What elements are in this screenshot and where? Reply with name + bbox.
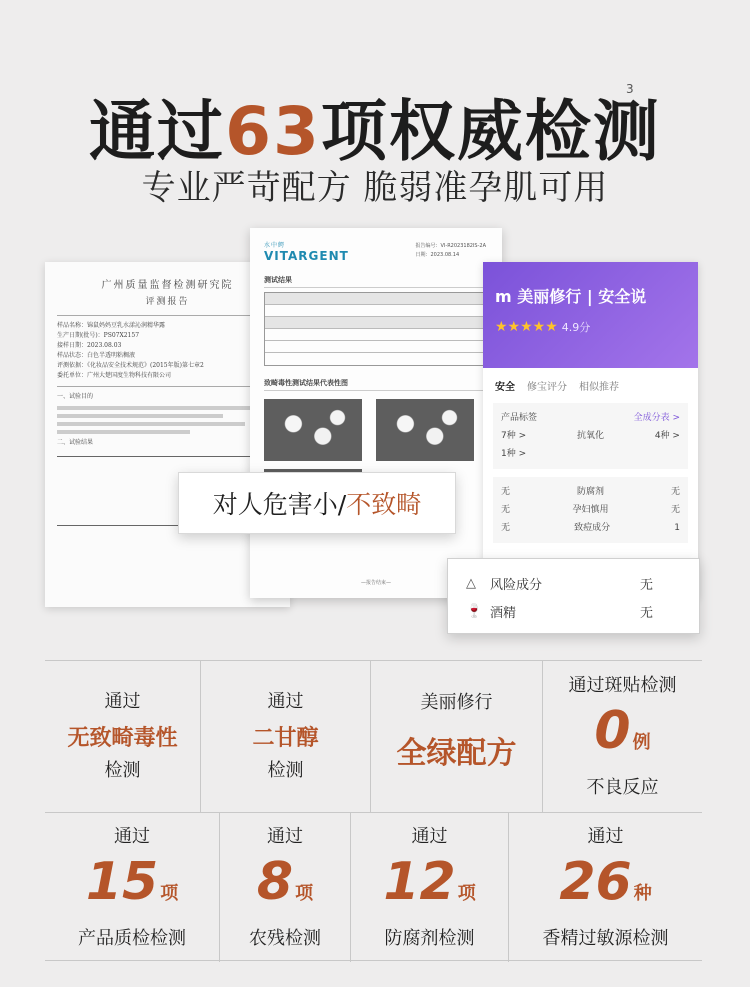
app-tabs: [483, 368, 698, 403]
headline: [0, 78, 750, 173]
star-icon: ★★★★★: [495, 319, 558, 335]
callout-text: 对人危害小/: [212, 490, 347, 519]
app-brand: m 美丽修行 | 安全说: [495, 287, 647, 306]
app-header: [483, 262, 698, 368]
rating-score: 4.9分: [561, 321, 591, 334]
report-line: 二、试验结果: [57, 439, 94, 446]
photo-set: [264, 399, 488, 461]
report-line: 样品名称：锦鼠妈妈豆乳水漾沁润精华露: [57, 322, 166, 329]
report-line: 生产日期(批号)：PS07X2157: [57, 332, 140, 339]
report-line: 样品状态：白色半透明粘稠液: [57, 352, 136, 359]
headline-footnote: 3: [626, 82, 634, 96]
section-title: 致畸毒性测试结果代表性图: [264, 378, 488, 391]
report-meta: 报告编号：VI-R2023182IS-2A 日期：2023.08.14: [415, 243, 486, 258]
divider: [57, 315, 278, 316]
warning-icon: △: [466, 575, 476, 591]
result-cell-green-formula: 美丽修行 全绿配方: [371, 661, 543, 812]
report-line: 委托单位：广州大楚国度生物科技有限公司: [57, 372, 172, 379]
subheadline: 专业严苛配方 脆弱准孕肌可用: [141, 168, 609, 208]
rating-stars: [495, 319, 686, 335]
report-footer: —报告结束—: [360, 580, 391, 586]
result-cell-teratogenic: 通过 无致畸毒性 检测: [45, 661, 201, 812]
report-line: 评测依据：《化妆品安全技术规范》(2015年版)第七章2: [57, 362, 204, 369]
section-title: 测试结果: [264, 275, 488, 288]
results-grid: [45, 660, 702, 961]
safety-card: 无 防腐剂 无 无 孕妇慎用 无 无 致痘成分 1: [493, 477, 688, 543]
result-cell-pesticide: 通过 8 项 农残检测: [220, 813, 351, 962]
tag-header: 产品标签: [501, 413, 538, 423]
report-document-2: [250, 228, 502, 598]
safety-callout: [178, 472, 456, 534]
report-subtitle: 评测报告: [145, 297, 190, 307]
popup-row: 🍷 酒精 无: [466, 603, 653, 621]
report-line: 接样日期：2023.08.03: [57, 342, 122, 349]
tab-similar[interactable]: 相似推荐: [579, 382, 619, 393]
vitargent-logo: 水中鳄 VITARGENT: [264, 242, 349, 263]
result-cell-patch-test: 通过斑贴检测 0 例 不良反应: [568, 674, 677, 798]
tab-score[interactable]: 修宝评分: [527, 382, 567, 393]
popup-row: △ 风险成分 无: [466, 575, 653, 593]
report-title: 广州质量监督检测研究院: [101, 280, 234, 291]
result-cell-preservative: 通过 12 项 防腐剂检测: [351, 813, 509, 962]
result-table: [264, 292, 488, 366]
embryo-photo: [264, 399, 362, 461]
tag-card: 产品标签 全成分表 > 7种 > 抗氧化 4种 > 1种 >: [493, 403, 688, 469]
tab-safety[interactable]: 安全: [495, 382, 515, 393]
wine-glass-icon: 🍷: [466, 603, 483, 619]
embryo-photo: [376, 399, 474, 461]
results-row-1: [45, 661, 702, 813]
headline-pre: 通过: [89, 93, 226, 170]
ingredient-link[interactable]: 全成分表 >: [633, 413, 680, 423]
headline-accent: 63: [225, 93, 321, 170]
risk-popup: [447, 558, 700, 634]
callout-accent: 不致畸: [346, 490, 422, 519]
result-cell-quality: 通过 15 项 产品质检检测: [45, 813, 220, 962]
report-line: 一、试验目的: [57, 393, 94, 400]
results-row-2: [45, 813, 702, 962]
app-screenshot: [483, 262, 698, 598]
divider: [57, 386, 278, 387]
headline-post: 项权威检测: [320, 93, 661, 170]
result-cell-fragrance: 通过 26 种 香精过敏源检测: [542, 825, 669, 949]
result-cell-diethylene-glycol: 通过 二甘醇 检测: [201, 661, 371, 812]
